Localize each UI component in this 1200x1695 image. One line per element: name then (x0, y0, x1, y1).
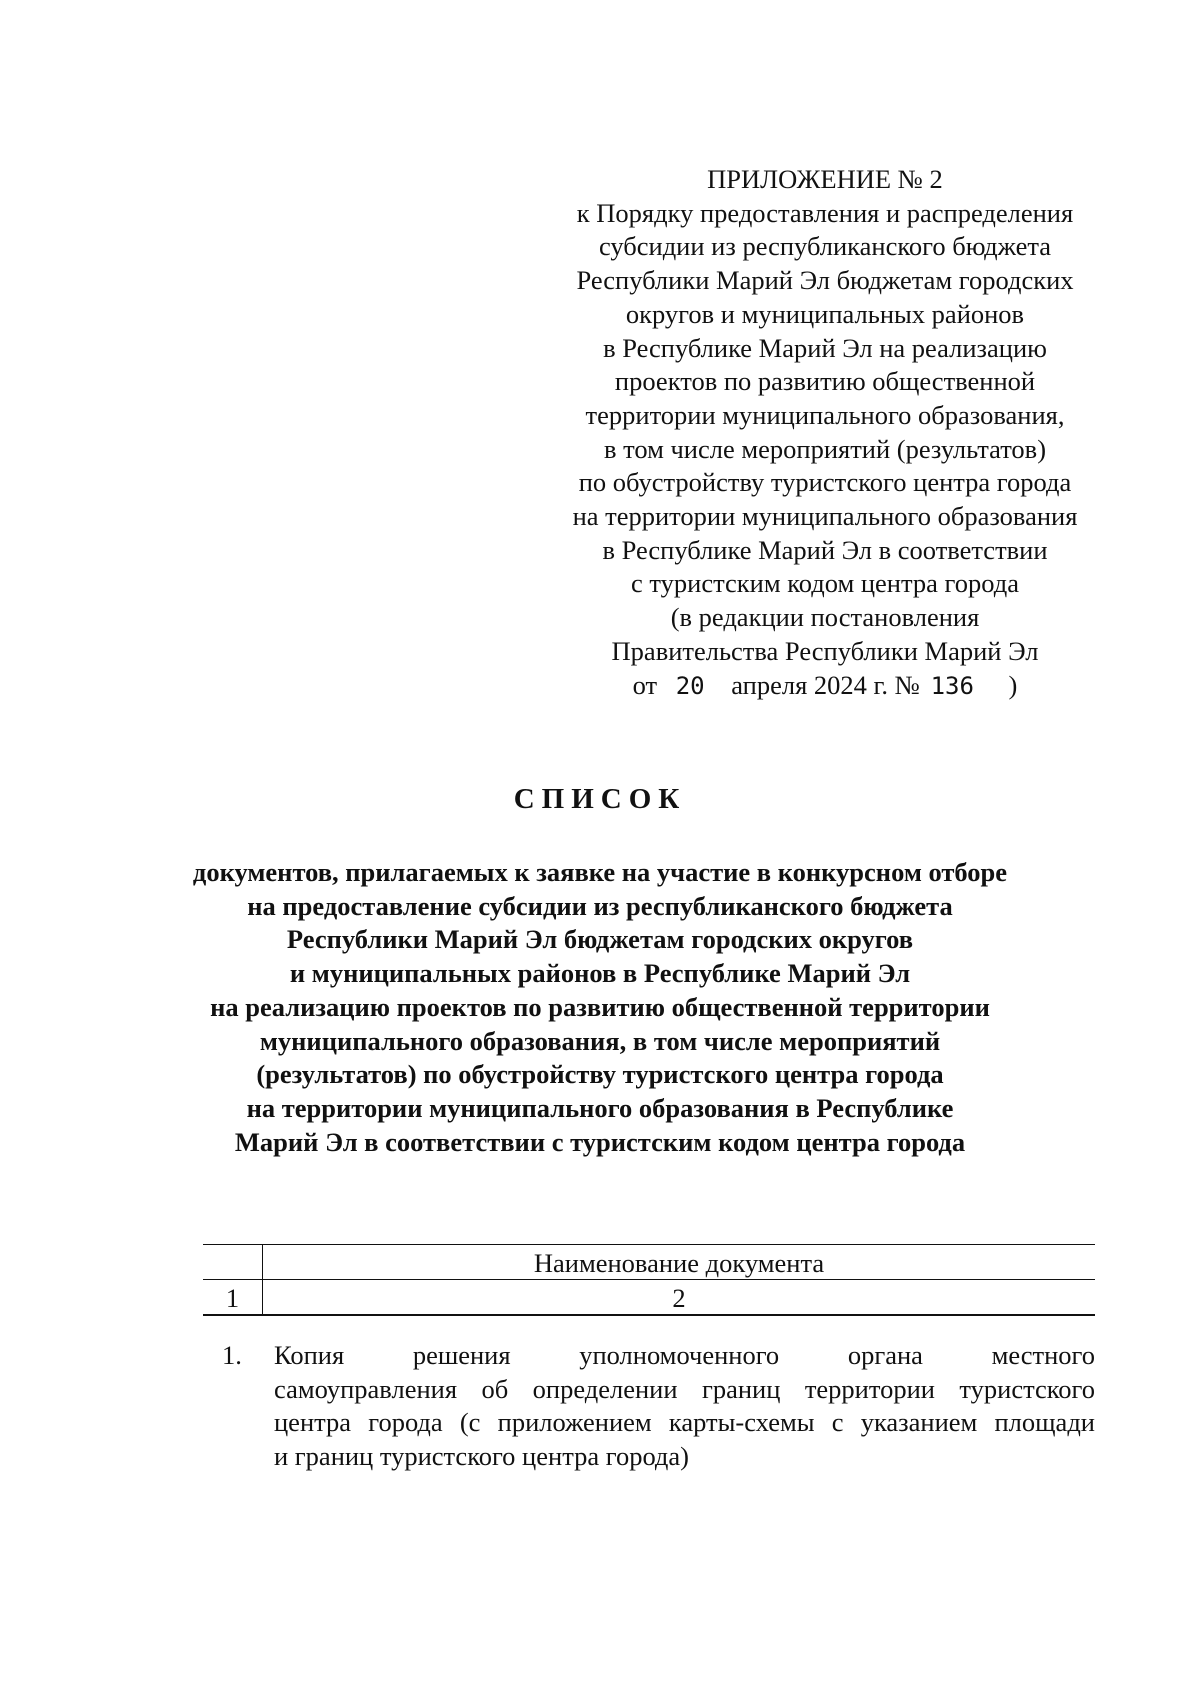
date-month-year: апреля 2024 г. № (731, 669, 920, 700)
appendix-line: на территории муниципального образования (572, 501, 1078, 532)
appendix-line: в Республике Марий Эл на реализацию (603, 332, 1047, 363)
appendix-line: по обустройству туристского центра города (578, 467, 1072, 498)
subtitle-line: и муниципальных районов в Республике Марий Эл (289, 958, 911, 989)
header-name-cell: Наименование документа (533, 1248, 825, 1278)
item-text-line: и границ туристского центра города) (274, 1441, 689, 1472)
appendix-date-line (555, 669, 1095, 704)
appendix-line: округов и муниципальных районов (625, 298, 1025, 329)
appendix-line: Республики Марий Эл бюджетам городских (576, 265, 1074, 296)
appendix-block (555, 163, 1095, 703)
subtitle-line: на реализацию проектов по развитию общественной территории (210, 991, 990, 1022)
index-cell-1: 1 (203, 1280, 263, 1314)
document-title: СПИСОК (513, 783, 687, 815)
appendix-line: (в редакции постановления (670, 602, 980, 633)
appendix-line: субсидии из республиканского бюджета (598, 231, 1052, 262)
header-num-cell (203, 1245, 263, 1279)
appendix-line: в том числе мероприятий (результатов) (603, 433, 1047, 464)
subtitle-line: муниципального образования, в том числе мероприятий (259, 1025, 941, 1056)
subtitle-line: на территории муниципального образования в Республике (246, 1092, 954, 1123)
table-index-row (203, 1280, 1095, 1316)
item-text-line: Копия решения уполномоченного органа местного (274, 1340, 1095, 1370)
item-number: 1. (222, 1340, 242, 1370)
subtitle-line: документов, прилагаемых к заявке на участие в конкурсном отборе (192, 857, 1008, 887)
appendix-line: территории муниципального образования, (585, 399, 1065, 430)
subtitle-line: Республики Марий Эл бюджетам городских округов (286, 924, 914, 955)
appendix-line: в Республике Марий Эл в соответствии (602, 534, 1048, 565)
date-prefix: от (632, 669, 658, 700)
appendix-line: Правительства Республики Марий Эл (611, 635, 1039, 666)
item-text (274, 1339, 1095, 1474)
index-cell-2: 2 (672, 1283, 686, 1313)
subtitle-line: (результатов) по обустройству туристского центра города (256, 1059, 944, 1090)
date-number: 136 (930, 671, 974, 700)
subtitle-line: Марий Эл в соответствии с туристским кодом центра города (234, 1126, 966, 1157)
item-text-line: центра города (с приложением карты-схемы с указанием площади (274, 1407, 1095, 1438)
appendix-heading: ПРИЛОЖЕНИЕ № 2 (707, 164, 943, 194)
date-close: ) (1008, 669, 1018, 700)
document-subtitle (150, 856, 1050, 1159)
documents-table-header (203, 1244, 1095, 1316)
date-day: 20 (675, 671, 705, 700)
item-text-line: самоуправления об определении границ территории туристского (274, 1373, 1095, 1404)
table-header-row (203, 1244, 1095, 1280)
subtitle-line: на предоставление субсидии из республиканского бюджета (247, 890, 953, 921)
appendix-line: к Порядку предоставления и распределения (576, 197, 1074, 228)
appendix-line: с туристским кодом центра города (631, 568, 1019, 599)
appendix-line: проектов по развитию общественной (614, 366, 1036, 397)
